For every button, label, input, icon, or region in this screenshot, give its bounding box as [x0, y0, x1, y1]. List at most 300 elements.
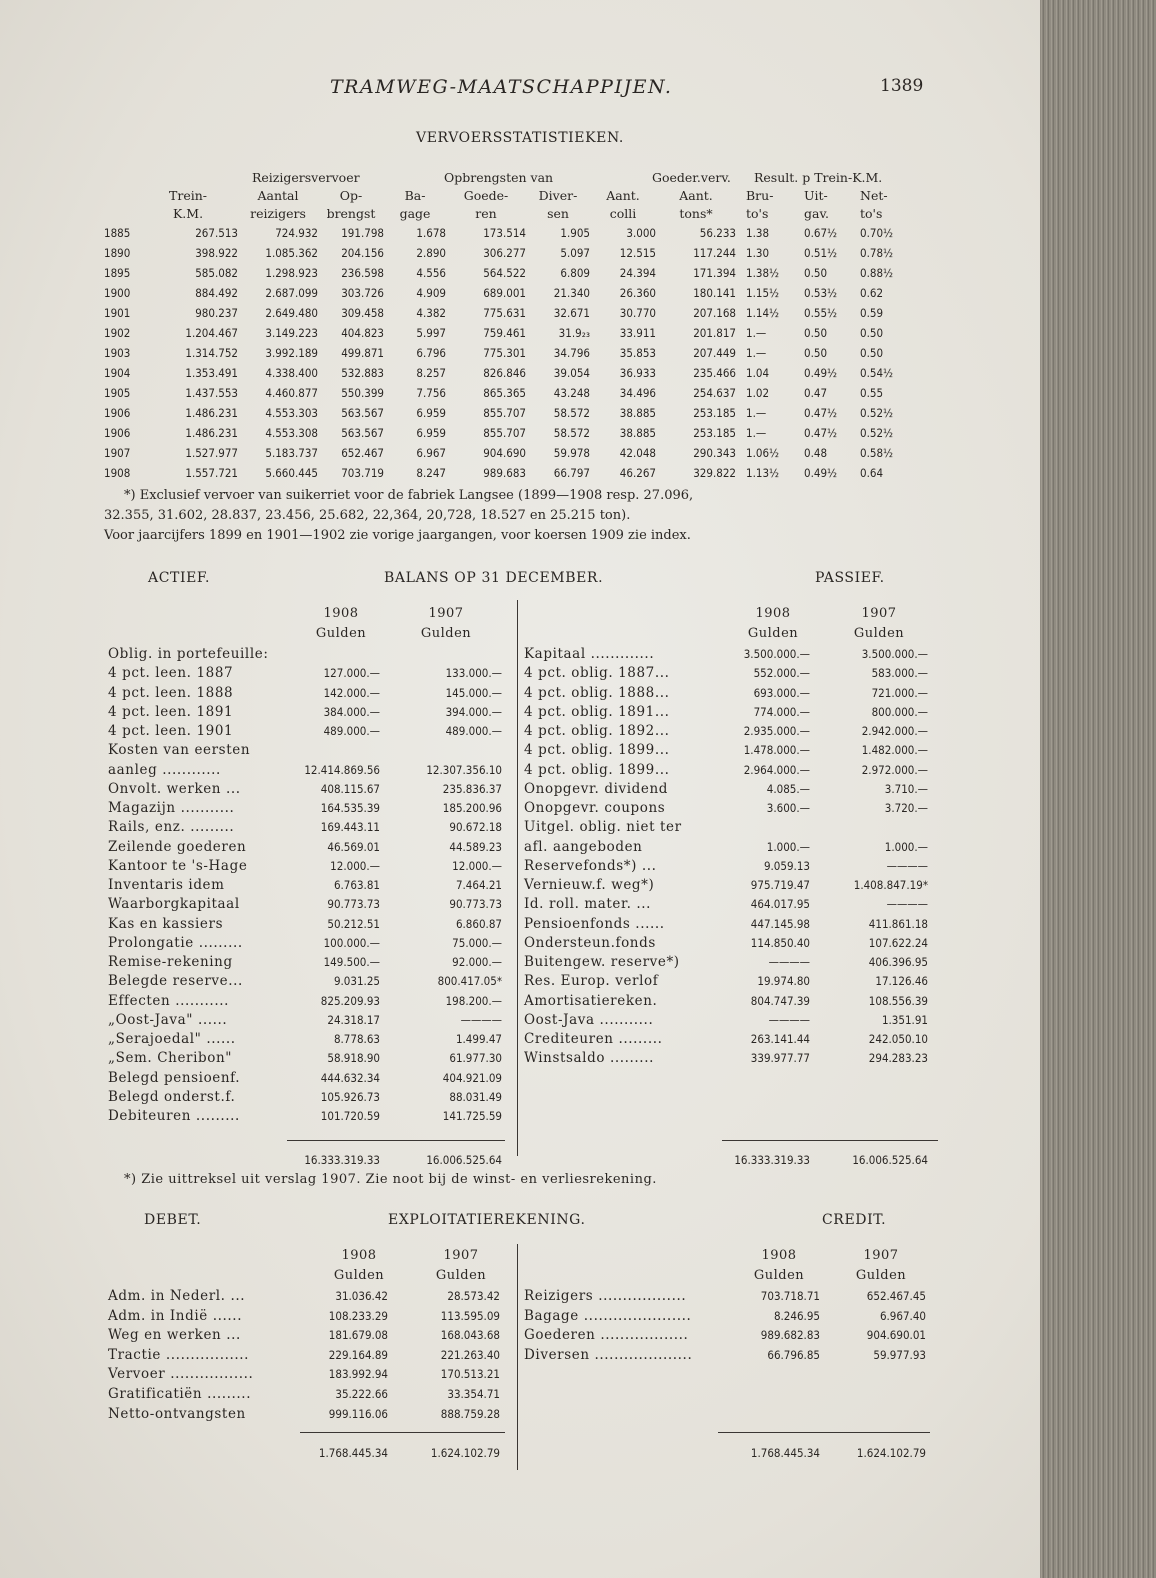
table-row	[104, 404, 944, 424]
stats-col-head-1-2: Op-	[339, 188, 363, 203]
balance-passiva-unit-1908: Gulden	[747, 626, 799, 641]
balance-activa-unit-1908: Gulden	[315, 626, 367, 641]
stats-cell: 8.257	[416, 366, 446, 380]
stats-cell: 652.467	[341, 446, 384, 460]
stats-cell: 58.572	[553, 426, 590, 440]
stats-cell: 1.486.231	[185, 426, 238, 440]
stats-cell: 5.097	[560, 246, 590, 260]
stats-cell: 759.461	[483, 326, 526, 340]
stats-cell: 24.394	[619, 266, 656, 280]
stats-cell: 1895	[104, 266, 131, 280]
stats-cell: 6.959	[416, 406, 446, 420]
stats-cell: 253.185	[693, 426, 736, 440]
stats-cell: 4.556	[416, 266, 446, 280]
stats-col-head-1-6: Aant.	[606, 188, 640, 203]
group-reizigers: Reizigersvervoer	[252, 170, 360, 185]
stats-cell: 499.871	[341, 346, 384, 360]
entry-value-1908: 774.000.—	[753, 704, 810, 719]
stats-col-head-1-7: Aant.	[679, 188, 713, 203]
stats-cell: 1885	[104, 226, 131, 240]
stats-col-head-2-7: tons*	[679, 206, 713, 221]
entry-value-1907: 59.977.93	[873, 1347, 926, 1362]
stats-cell: 1906	[104, 406, 131, 420]
stats-cell: 1.30	[746, 246, 770, 260]
stats-cell: 42.048	[619, 446, 656, 460]
stats-cell: 30.770	[619, 306, 656, 320]
table-row	[104, 384, 944, 404]
entry-value-1907: 7.464.21	[455, 878, 502, 892]
entry-value-1908: 2.935.000.—	[743, 724, 810, 738]
entry-value-1907: 800.417.05*	[437, 974, 502, 989]
stats-cell: 0.55	[860, 386, 884, 400]
stats-cell: 1.38	[746, 226, 770, 240]
stats-cell: 775.301	[483, 346, 526, 360]
entry-value-1907: 75.000.—	[452, 935, 502, 950]
stats-cell: 31.9₂₃	[558, 326, 590, 340]
stats-cell: 1890	[104, 246, 131, 260]
entry-label: 4 pct. leen. 1901	[108, 723, 234, 739]
entry-value-1908: 12.000.—	[330, 858, 380, 873]
entry-value-1907: 1.482.000.—	[861, 743, 928, 758]
stats-cell: 39.054	[553, 366, 590, 380]
debet-total-1907: 1.624.102.79	[430, 1446, 500, 1460]
entry-label: Winstsaldo .........	[524, 1050, 654, 1067]
entry-value-1908: ————	[768, 955, 810, 969]
entry-label: Oblig. in portefeuille:	[108, 646, 269, 662]
entry-value-1908: 263.141.44	[750, 1032, 810, 1046]
stats-cell: 1902	[104, 326, 131, 340]
group-result: Result. p Trein-K.M.	[754, 170, 883, 185]
stats-cell: 0.47½	[804, 426, 838, 440]
stats-col-head-2-1: reizigers	[250, 206, 306, 221]
balance-note: *) Zie uittreksel uit verslag 1907. Zie noot bij de winst- en verliesrekening.	[124, 1172, 657, 1187]
entry-label: afl. aangeboden	[524, 838, 643, 855]
entry-value-1907: 2.972.000.—	[861, 762, 928, 777]
stats-cell: 563.567	[341, 406, 384, 420]
stats-cell: 56.233	[699, 226, 736, 240]
stats-cell: 1905	[104, 386, 131, 400]
stats-cell: 0.88½	[860, 266, 894, 280]
entry-value-1908: 1.478.000.—	[743, 743, 810, 758]
entry-value-1907: 2.942.000.—	[861, 724, 928, 738]
entry-value-1908: 6.763.81	[333, 878, 380, 892]
stats-cell: 32.671	[553, 306, 590, 320]
stats-note-2: 32.355, 31.602, 28.837, 23.456, 25.682, 22,364, 20,728, 18.527 en 25.215 ton).	[104, 508, 631, 523]
table-row	[104, 364, 944, 384]
entry-value-1907: 3.720.—	[884, 801, 928, 815]
entry-value-1908: 58.918.90	[327, 1051, 380, 1066]
balance-right-label: PASSIEF.	[815, 570, 885, 586]
stats-col-header-1	[104, 188, 944, 206]
entry-value-1907: 133.000.—	[445, 666, 502, 681]
stats-cell: 0.67½	[804, 226, 838, 240]
entry-value-1908: 3.500.000.—	[743, 647, 810, 661]
stats-cell: 191.798	[341, 226, 384, 240]
entry-value-1907: 170.513.21	[440, 1367, 500, 1382]
entry-value-1908: 9.059.13	[763, 858, 810, 873]
entry-value-1908: 693.000.—	[753, 685, 810, 700]
entry-label: 4 pct. oblig. 1899...	[524, 761, 670, 778]
entry-value-1908: 703.718.71	[760, 1289, 820, 1303]
stats-cell: 59.978	[553, 446, 590, 460]
stats-cell: 0.53½	[804, 286, 838, 300]
entry-value-1907: 1.408.847.19*	[853, 878, 928, 892]
stats-cell: 0.51½	[804, 246, 838, 260]
entry-value-1908: 181.679.08	[328, 1328, 388, 1343]
stats-cell: 0.52½	[860, 426, 894, 440]
stats-cell: 26.360	[619, 286, 656, 300]
stats-cell: 689.001	[483, 286, 526, 300]
entry-value-1907: 652.467.45	[866, 1289, 926, 1303]
stats-cell: 564.522	[483, 266, 526, 280]
stats-cell: 4.553.308	[265, 426, 318, 440]
passiva-total-rule	[722, 1140, 938, 1141]
stats-cell: 1.204.467	[185, 326, 238, 340]
stats-cell: 4.909	[416, 286, 446, 300]
stats-cell: 0.54½	[860, 366, 894, 380]
stats-table	[104, 170, 944, 484]
stats-cell: 4.338.400	[265, 366, 318, 380]
stats-note-3: Voor jaarcijfers 1899 en 1901—1902 zie vorige jaargangen, voor koersen 1909 zie index.	[104, 528, 691, 543]
stats-cell: 309.458	[341, 306, 384, 320]
stats-cell: 0.50	[804, 346, 828, 360]
debet-unit-1908: Gulden	[333, 1268, 385, 1283]
entry-value-1907: 90.773.73	[449, 897, 502, 912]
entry-label: Belegd pensioenf.	[108, 1069, 241, 1086]
debet-total-1908: 1.768.445.34	[318, 1446, 388, 1460]
entry-value-1908: 101.720.59	[320, 1109, 380, 1123]
stats-cell: 6.959	[416, 426, 446, 440]
stats-cell: 855.707	[483, 406, 526, 420]
entry-label: 4 pct. leen. 1888	[108, 684, 234, 701]
credit-unit-1908: Gulden	[753, 1268, 805, 1283]
balance-activa-unit-1907: Gulden	[420, 626, 472, 641]
stats-col-head-1-1: Aantal	[257, 188, 299, 203]
entry-label: 4 pct. oblig. 1887...	[524, 665, 670, 682]
entry-value-1907: 185.200.96	[442, 801, 502, 815]
stats-cell: 207.168	[693, 306, 736, 320]
stats-cell: 826.846	[483, 366, 526, 380]
entry-label: Kosten van eersten	[108, 742, 251, 759]
entry-value-1908: 825.209.93	[320, 993, 380, 1008]
stats-cell: 1.—	[746, 346, 767, 360]
stats-cell: 43.248	[553, 386, 590, 400]
entry-value-1907: ————	[886, 897, 928, 912]
stats-col-head-2-2: brengst	[326, 206, 376, 221]
stats-cell: 0.55½	[804, 306, 838, 320]
entry-label: Reizigers ..................	[524, 1288, 687, 1304]
entry-value-1907: 235.836.37	[442, 781, 502, 796]
entry-value-1907: 1.499.47	[455, 1032, 502, 1046]
stats-cell: 204.156	[341, 246, 384, 260]
entry-value-1908: 100.000.—	[323, 935, 380, 950]
entry-value-1908: 142.000.—	[323, 685, 380, 700]
stats-cell: 38.885	[619, 406, 656, 420]
entry-value-1907: 168.043.68	[440, 1328, 500, 1343]
stats-col-head-2-4: ren	[475, 206, 497, 221]
stats-note-1: *) Exclusief vervoer van suikerriet voor de fabriek Langsee (1899—1908 resp. 27.096,	[124, 488, 694, 503]
stats-cell: 0.52½	[860, 406, 894, 420]
entry-value-1908: 1.000.—	[766, 839, 810, 854]
stats-col-head-2-0: K.M.	[172, 206, 204, 221]
entry-value-1908: 149.500.—	[323, 955, 380, 969]
stats-cell: 1903	[104, 346, 131, 360]
entry-value-1907: 88.031.49	[449, 1089, 502, 1104]
entry-value-1908: 12.414.869.56	[304, 762, 380, 777]
stats-cell: 2.687.099	[265, 286, 318, 300]
entry-label: Goederen ..................	[524, 1327, 689, 1344]
entry-value-1907: ————	[460, 1012, 502, 1027]
stats-col-head-2-8: to's	[746, 206, 769, 221]
balance-passiva-unit-1907: Gulden	[853, 626, 905, 641]
credit-total-1908: 1.768.445.34	[750, 1446, 820, 1460]
stats-cell: 1.13½	[746, 466, 780, 480]
stats-cell: 865.365	[483, 386, 526, 400]
stats-cell: 329.822	[693, 466, 736, 480]
stats-cell: 303.726	[341, 286, 384, 300]
stats-cell: 1.486.231	[185, 406, 238, 420]
entry-value-1908: 31.036.42	[335, 1289, 388, 1303]
debet-year-1908: 1908	[341, 1248, 377, 1263]
entry-value-1908: 169.443.11	[320, 820, 380, 835]
stats-cell: 267.513	[195, 226, 238, 240]
stats-cell: 1.298.923	[265, 266, 318, 280]
entry-value-1908: 464.017.95	[750, 897, 810, 912]
stats-cell: 904.690	[483, 446, 526, 460]
entry-value-1907: 394.000.—	[445, 704, 502, 719]
entry-label: Effecten ...........	[108, 992, 230, 1009]
entry-label: Weg en werken ...	[108, 1327, 241, 1344]
running-title: TRAMWEG-MAATSCHAPPIJEN.	[330, 76, 673, 98]
stats-cell: 404.823	[341, 326, 384, 340]
entry-value-1907: 92.000.—	[452, 955, 502, 969]
entry-value-1907: 242.050.10	[868, 1032, 928, 1046]
stats-cell: 173.514	[483, 226, 526, 240]
entry-value-1907: 221.263.40	[440, 1347, 500, 1362]
entry-label: Id. roll. mater. ...	[524, 896, 652, 913]
stats-cell: 4.553.303	[265, 406, 318, 420]
entry-value-1908: 552.000.—	[753, 666, 810, 681]
entry-label: Prolongatie .........	[108, 934, 243, 951]
entry-value-1907: 33.354.71	[447, 1387, 500, 1401]
entry-value-1908: 8.778.63	[333, 1032, 380, 1046]
entry-value-1908: 24.318.17	[327, 1012, 380, 1027]
entry-label: Vernieuw.f. weg*)	[524, 877, 655, 893]
stats-col-header-2	[104, 206, 944, 224]
stats-cell: 2.649.480	[265, 306, 318, 320]
stats-cell: 550.399	[341, 386, 384, 400]
entry-label: Buitengew. reserve*)	[524, 954, 680, 970]
entry-value-1908: 90.773.73	[327, 897, 380, 912]
entry-label: Onopgevr. coupons	[524, 800, 666, 816]
entry-value-1907: 6.860.87	[455, 916, 502, 931]
stats-cell: 1.085.362	[265, 246, 318, 260]
entry-value-1907: 721.000.—	[871, 685, 928, 700]
stats-cell: 980.237	[195, 306, 238, 320]
stats-cell: 1.—	[746, 406, 767, 420]
entry-label: Rails, enz. .........	[108, 819, 235, 836]
stats-cell: 0.50	[860, 346, 884, 360]
table-row	[104, 444, 944, 464]
stats-cell: 1908	[104, 466, 131, 480]
entry-label: Adm. in Indië ......	[108, 1307, 243, 1324]
entry-label: Zeilende goederen	[108, 838, 247, 855]
stats-cell: 5.183.737	[265, 446, 318, 460]
entry-label: Adm. in Nederl. ...	[108, 1288, 246, 1304]
running-header	[0, 76, 1040, 102]
entry-value-1907: 404.921.09	[442, 1070, 502, 1085]
stats-col-head-2-9: gav.	[804, 206, 830, 221]
stats-cell: 0.64	[860, 466, 884, 480]
balance-divider	[517, 600, 518, 1156]
table-row	[104, 264, 944, 284]
stats-cell: 5.660.445	[265, 466, 318, 480]
stats-cell: 1.314.752	[185, 346, 238, 360]
table-row	[104, 244, 944, 264]
entry-value-1907: 583.000.—	[871, 666, 928, 681]
stats-cell: 532.883	[341, 366, 384, 380]
stats-cell: 775.631	[483, 306, 526, 320]
entry-value-1907: 1.000.—	[884, 839, 928, 854]
book-gutter	[1040, 0, 1156, 1578]
entry-value-1907: 113.595.09	[440, 1308, 500, 1323]
entry-label: Magazijn ...........	[108, 800, 235, 816]
stats-cell: 724.932	[275, 226, 318, 240]
table-row	[104, 284, 944, 304]
stats-cell: 6.967	[416, 446, 446, 460]
entry-value-1907: 12.000.—	[452, 858, 502, 873]
entry-label: Belegd onderst.f.	[108, 1088, 236, 1105]
entry-label: Belegde reserve...	[108, 973, 243, 990]
entry-label: Waarborgkapitaal	[108, 896, 240, 913]
stats-cell: 7.756	[416, 386, 446, 400]
entry-value-1907: 3.500.000.—	[861, 647, 928, 661]
entry-label: 4 pct. leen. 1887	[108, 665, 234, 682]
entry-label: Diversen ....................	[524, 1346, 693, 1363]
stats-cell: 1.905	[560, 226, 590, 240]
entry-value-1908: 339.977.77	[750, 1051, 810, 1066]
entry-label: Netto-ontvangsten	[108, 1405, 246, 1422]
stats-cell: 1.557.721	[185, 466, 238, 480]
entry-label: Crediteuren .........	[524, 1031, 663, 1047]
entry-value-1907: ————	[886, 858, 928, 873]
stats-cell: 66.797	[553, 466, 590, 480]
balance-activa-year-1907: 1907	[428, 606, 464, 621]
stats-cell: 33.911	[619, 326, 656, 340]
stats-cell: 1.527.977	[185, 446, 238, 460]
stats-cell: 0.50	[804, 326, 828, 340]
stats-cell: 0.78½	[860, 246, 894, 260]
stats-cell: 3.992.189	[265, 346, 318, 360]
stats-cell: 1.15½	[746, 286, 780, 300]
entry-value-1908: 8.246.95	[773, 1308, 820, 1323]
exploitatie-title: EXPLOITATIEREKENING.	[388, 1212, 586, 1228]
stats-title: VERVOERSSTATISTIEKEN.	[416, 130, 624, 146]
stats-cell: 236.598	[341, 266, 384, 280]
stats-rows	[104, 224, 944, 484]
page-number: 1389	[880, 76, 924, 96]
stats-cell: 1904	[104, 366, 131, 380]
passiva-total-1908: 16.333.319.33	[734, 1153, 810, 1167]
stats-cell: 2.890	[416, 246, 446, 260]
balance-passiva-year-1907: 1907	[861, 606, 897, 621]
debet-year-1907: 1907	[443, 1248, 479, 1263]
entry-value-1908: 408.115.67	[320, 781, 380, 796]
entry-label: Onopgevr. dividend	[524, 780, 669, 797]
stats-cell: 0.58½	[860, 446, 894, 460]
stats-cell: 1.14½	[746, 306, 780, 320]
entry-value-1907: 1.351.91	[881, 1012, 928, 1027]
stats-cell: 1901	[104, 306, 131, 320]
table-row	[104, 224, 944, 244]
stats-col-head-1-8: Bru-	[746, 188, 774, 203]
stats-cell: 290.343	[693, 446, 736, 460]
entry-label: Ondersteun.fonds	[524, 934, 656, 951]
entry-value-1908: 108.233.29	[328, 1308, 388, 1323]
entry-value-1907: 888.759.28	[440, 1406, 500, 1421]
stats-cell: 3.149.223	[265, 326, 318, 340]
table-row	[104, 344, 944, 364]
stats-cell: 0.62	[860, 286, 884, 300]
entry-label: Amortisatiereken.	[524, 992, 658, 1009]
stats-cell: 201.817	[693, 326, 736, 340]
entry-label: Kapitaal .............	[524, 646, 655, 662]
entry-value-1908: 127.000.—	[323, 666, 380, 681]
stats-col-head-2-6: colli	[609, 206, 637, 221]
stats-cell: 254.637	[693, 386, 736, 400]
entry-label: Onvolt. werken ...	[108, 780, 241, 797]
entry-value-1908: 105.926.73	[320, 1089, 380, 1104]
stats-cell: 585.082	[195, 266, 238, 280]
entry-value-1908: 183.992.94	[328, 1367, 388, 1382]
entry-value-1907: 145.000.—	[445, 685, 502, 700]
stats-cell: 38.885	[619, 426, 656, 440]
balance-left-label: ACTIEF.	[148, 570, 211, 586]
entry-label: 4 pct. oblig. 1899...	[524, 742, 670, 759]
balance-passiva-year-1908: 1908	[755, 606, 791, 621]
entry-value-1907: 3.710.—	[884, 781, 928, 796]
entry-label: Pensioenfonds ......	[524, 915, 665, 932]
entry-label: 4 pct. oblig. 1891...	[524, 703, 670, 720]
entry-label: Reservefonds*) ...	[524, 857, 657, 874]
stats-cell: 1.678	[416, 226, 446, 240]
stats-cell: 5.997	[416, 326, 446, 340]
stats-cell: 1.437.553	[185, 386, 238, 400]
entry-value-1907: 489.000.—	[445, 724, 502, 738]
stats-cell: 1907	[104, 446, 131, 460]
entry-value-1908: 35.222.66	[335, 1387, 388, 1401]
entry-label: Kas en kassiers	[108, 915, 224, 932]
stats-cell: 34.796	[553, 346, 590, 360]
stats-cell: 1.06½	[746, 446, 780, 460]
entry-label: Uitgel. oblig. niet ter	[524, 819, 682, 836]
stats-cell: 1.—	[746, 326, 767, 340]
stats-cell: 1900	[104, 286, 131, 300]
entry-label: „Oost-Java" ......	[108, 1011, 228, 1028]
entry-value-1908: 164.535.39	[320, 801, 380, 815]
stats-cell: 1906	[104, 426, 131, 440]
entry-value-1908: 975.719.47	[750, 878, 810, 892]
stats-cell: 207.449	[693, 346, 736, 360]
entry-label: Debiteuren .........	[108, 1108, 240, 1124]
entry-label: Tractie .................	[108, 1346, 250, 1363]
stats-cell: 253.185	[693, 406, 736, 420]
table-row	[104, 464, 944, 484]
entry-value-1908: ————	[768, 1012, 810, 1027]
stats-cell: 235.466	[693, 366, 736, 380]
stats-cell: 180.141	[693, 286, 736, 300]
entry-value-1908: 9.031.25	[333, 974, 380, 989]
